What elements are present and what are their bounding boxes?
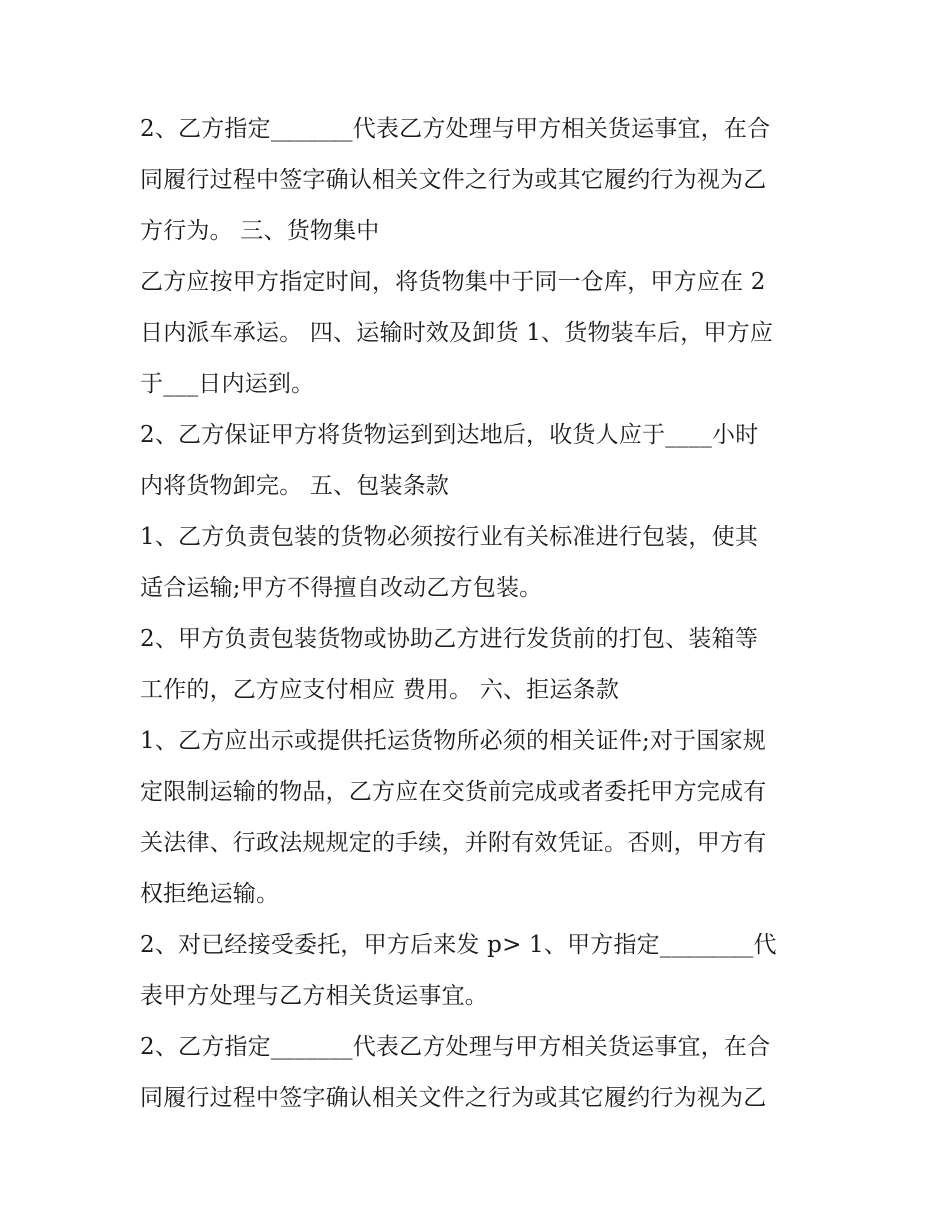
- text-line: 2、乙方指定_______代表乙方处理与甲方相关货运事宜，在合: [140, 116, 771, 142]
- text-line: 工作的，乙方应支付相应 费用。 六、拒运条款: [140, 677, 620, 703]
- text-line: 内将货物卸完。 五、包装条款: [140, 473, 450, 499]
- text-line: 2、对已经接受委托，甲方后来发 p> 1、甲方指定________代: [140, 932, 777, 958]
- document-body: [140, 104, 820, 1124]
- text-line: 同履行过程中签字确认相关文件之行为或其它履约行为视为乙: [140, 167, 767, 193]
- text-line: 1、乙方应出示或提供托运货物所必须的相关证件;对于国家规: [140, 728, 766, 754]
- text-line: 权拒绝运输。: [140, 881, 280, 907]
- text-line: 关法律、行政法规规定的手续，并附有效凭证。否则，甲方有: [140, 830, 767, 856]
- text-line: 1、乙方负责包装的货物必须按行业有关标准进行包装，使其: [140, 524, 759, 550]
- text-line: 表甲方处理与乙方相关货运事宜。: [140, 983, 488, 1009]
- text-line: 2、乙方指定_______代表乙方处理与甲方相关货运事宜，在合: [140, 1034, 771, 1060]
- text-line: 同履行过程中签字确认相关文件之行为或其它履约行为视为乙: [140, 1085, 767, 1111]
- text-line: 定限制运输的物品，乙方应在交货前完成或者委托甲方完成有: [140, 779, 767, 805]
- text-line: 方行为。 三、货物集中: [140, 218, 380, 244]
- text-line: 2、甲方负责包装货物或协助乙方进行发货前的打包、装箱等: [140, 626, 759, 652]
- text-line: 适合运输;甲方不得擅自改动乙方包装。: [140, 575, 543, 601]
- text-line: 于___日内运到。: [140, 371, 315, 397]
- text-line: 乙方应按甲方指定时间，将货物集中于同一仓库，甲方应在 2: [140, 269, 766, 295]
- text-line: 2、乙方保证甲方将货物运到到达地后，收货人应于____小时: [140, 422, 759, 448]
- text-line: 日内派车承运。 四、运输时效及卸货 1、货物装车后，甲方应: [140, 320, 774, 346]
